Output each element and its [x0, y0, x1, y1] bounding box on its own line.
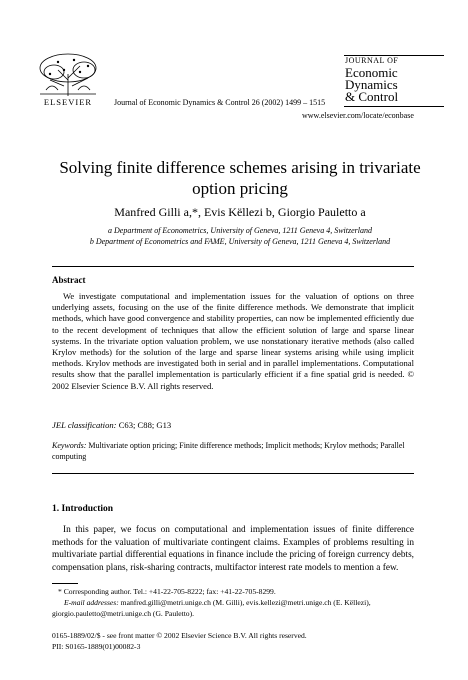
- pii-line: PII: S0165-1889(01)00082-3: [52, 642, 141, 651]
- jel-codes: C63; C88; G13: [118, 420, 172, 430]
- journal-logo-line4: & Control: [345, 89, 399, 104]
- abstract-text: We investigate computational and implementation issues for the valuation of options on three underlying assets, focusing on the use of the finite difference methods. We demonstrate that implicit methods, which have good convergence and stability properties, can now be implemented efficiently due to the recent development of techniques that allow the efficient solution of large and sparse linear systems. In the trivariate option valuation problem, we use nonstationary iterative methods (also called Krylov methods) for the solution of the large and sparse linear systems arising while using implicit methods. Krylov methods are investigated both in serial and in parallel implementations. Computational results show that the parallel implementation is particularly efficient if a fine spatial grid is needed. © 2002 Elsevier Science B.V. All rights reserved.: [52, 291, 414, 391]
- journal-logo-line3: Dynamics: [345, 77, 398, 92]
- abstract-heading: Abstract: [52, 275, 86, 285]
- keywords-label: Keywords:: [52, 441, 87, 450]
- journal-reference: Journal of Economic Dynamics & Control 26 (2002) 1499 – 1515: [114, 98, 326, 107]
- abstract-bottom-rule: [52, 473, 414, 474]
- article-authors: Manfred Gilli a,*, Evis Këllezi b, Giorgio Pauletto a: [114, 205, 366, 219]
- journal-url[interactable]: www.elsevier.com/locate/econbase: [302, 111, 414, 120]
- introduction-paragraph: In this paper, we focus on computational and implementation issues of finite difference methods for the valuation of multivariate contingent claims. Examples of problems resulting in multivariate partial differential equations in finance include the pricing of foreign currency debts, compensation plans, risk-sharing contracts, multifactor interest rate models to mention a few.: [52, 525, 415, 573]
- jel-label: JEL classification:: [52, 420, 117, 430]
- keywords-list: Multivariate option pricing; Finite difference methods; Implicit methods; Krylov methods; Parallel computing: [52, 441, 405, 461]
- jel-classification: [52, 420, 171, 430]
- footnote-email-list[interactable]: manfred.gilli@metri.unige.ch (M. Gilli), evis.kellezi@metri.unige.ch (E. Këllezi), giorgio.pauletto@metri.unige.ch (G. Pauletto).: [52, 598, 371, 618]
- affiliation-b: b Department of Econometrics and FAME, University of Geneva, 1211 Geneva 4, Switzerland: [89, 237, 391, 246]
- footnote-rule: [52, 583, 78, 584]
- journal-logo-bottom-rule: [344, 106, 444, 107]
- publisher-name: ELSEVIER: [43, 97, 93, 107]
- footnote-email-label: E-mail addresses:: [64, 598, 119, 607]
- journal-logo-line2: Economic: [345, 65, 398, 80]
- footnote-corresponding-author: * Corresponding author. Tel.: +41-22-705-8222; fax: +41-22-705-8299.: [58, 587, 276, 596]
- journal-logo: [345, 55, 443, 103]
- journal-logo-line1: JOURNAL OF: [345, 56, 399, 65]
- abstract-top-rule: [52, 266, 414, 267]
- affiliation-a: a Department of Econometrics, University of Geneva, 1211 Geneva 4, Switzerland: [107, 226, 373, 235]
- section-heading-introduction: 1. Introduction: [52, 504, 114, 514]
- footnote-emails: [52, 598, 414, 619]
- article-title: Solving finite difference schemes arising in trivariate option pricing: [59, 158, 421, 198]
- issn-line: 0165-1889/02/$ - see front matter © 2002 Elsevier Science B.V. All rights reserved.: [52, 631, 307, 640]
- keywords: [52, 440, 414, 462]
